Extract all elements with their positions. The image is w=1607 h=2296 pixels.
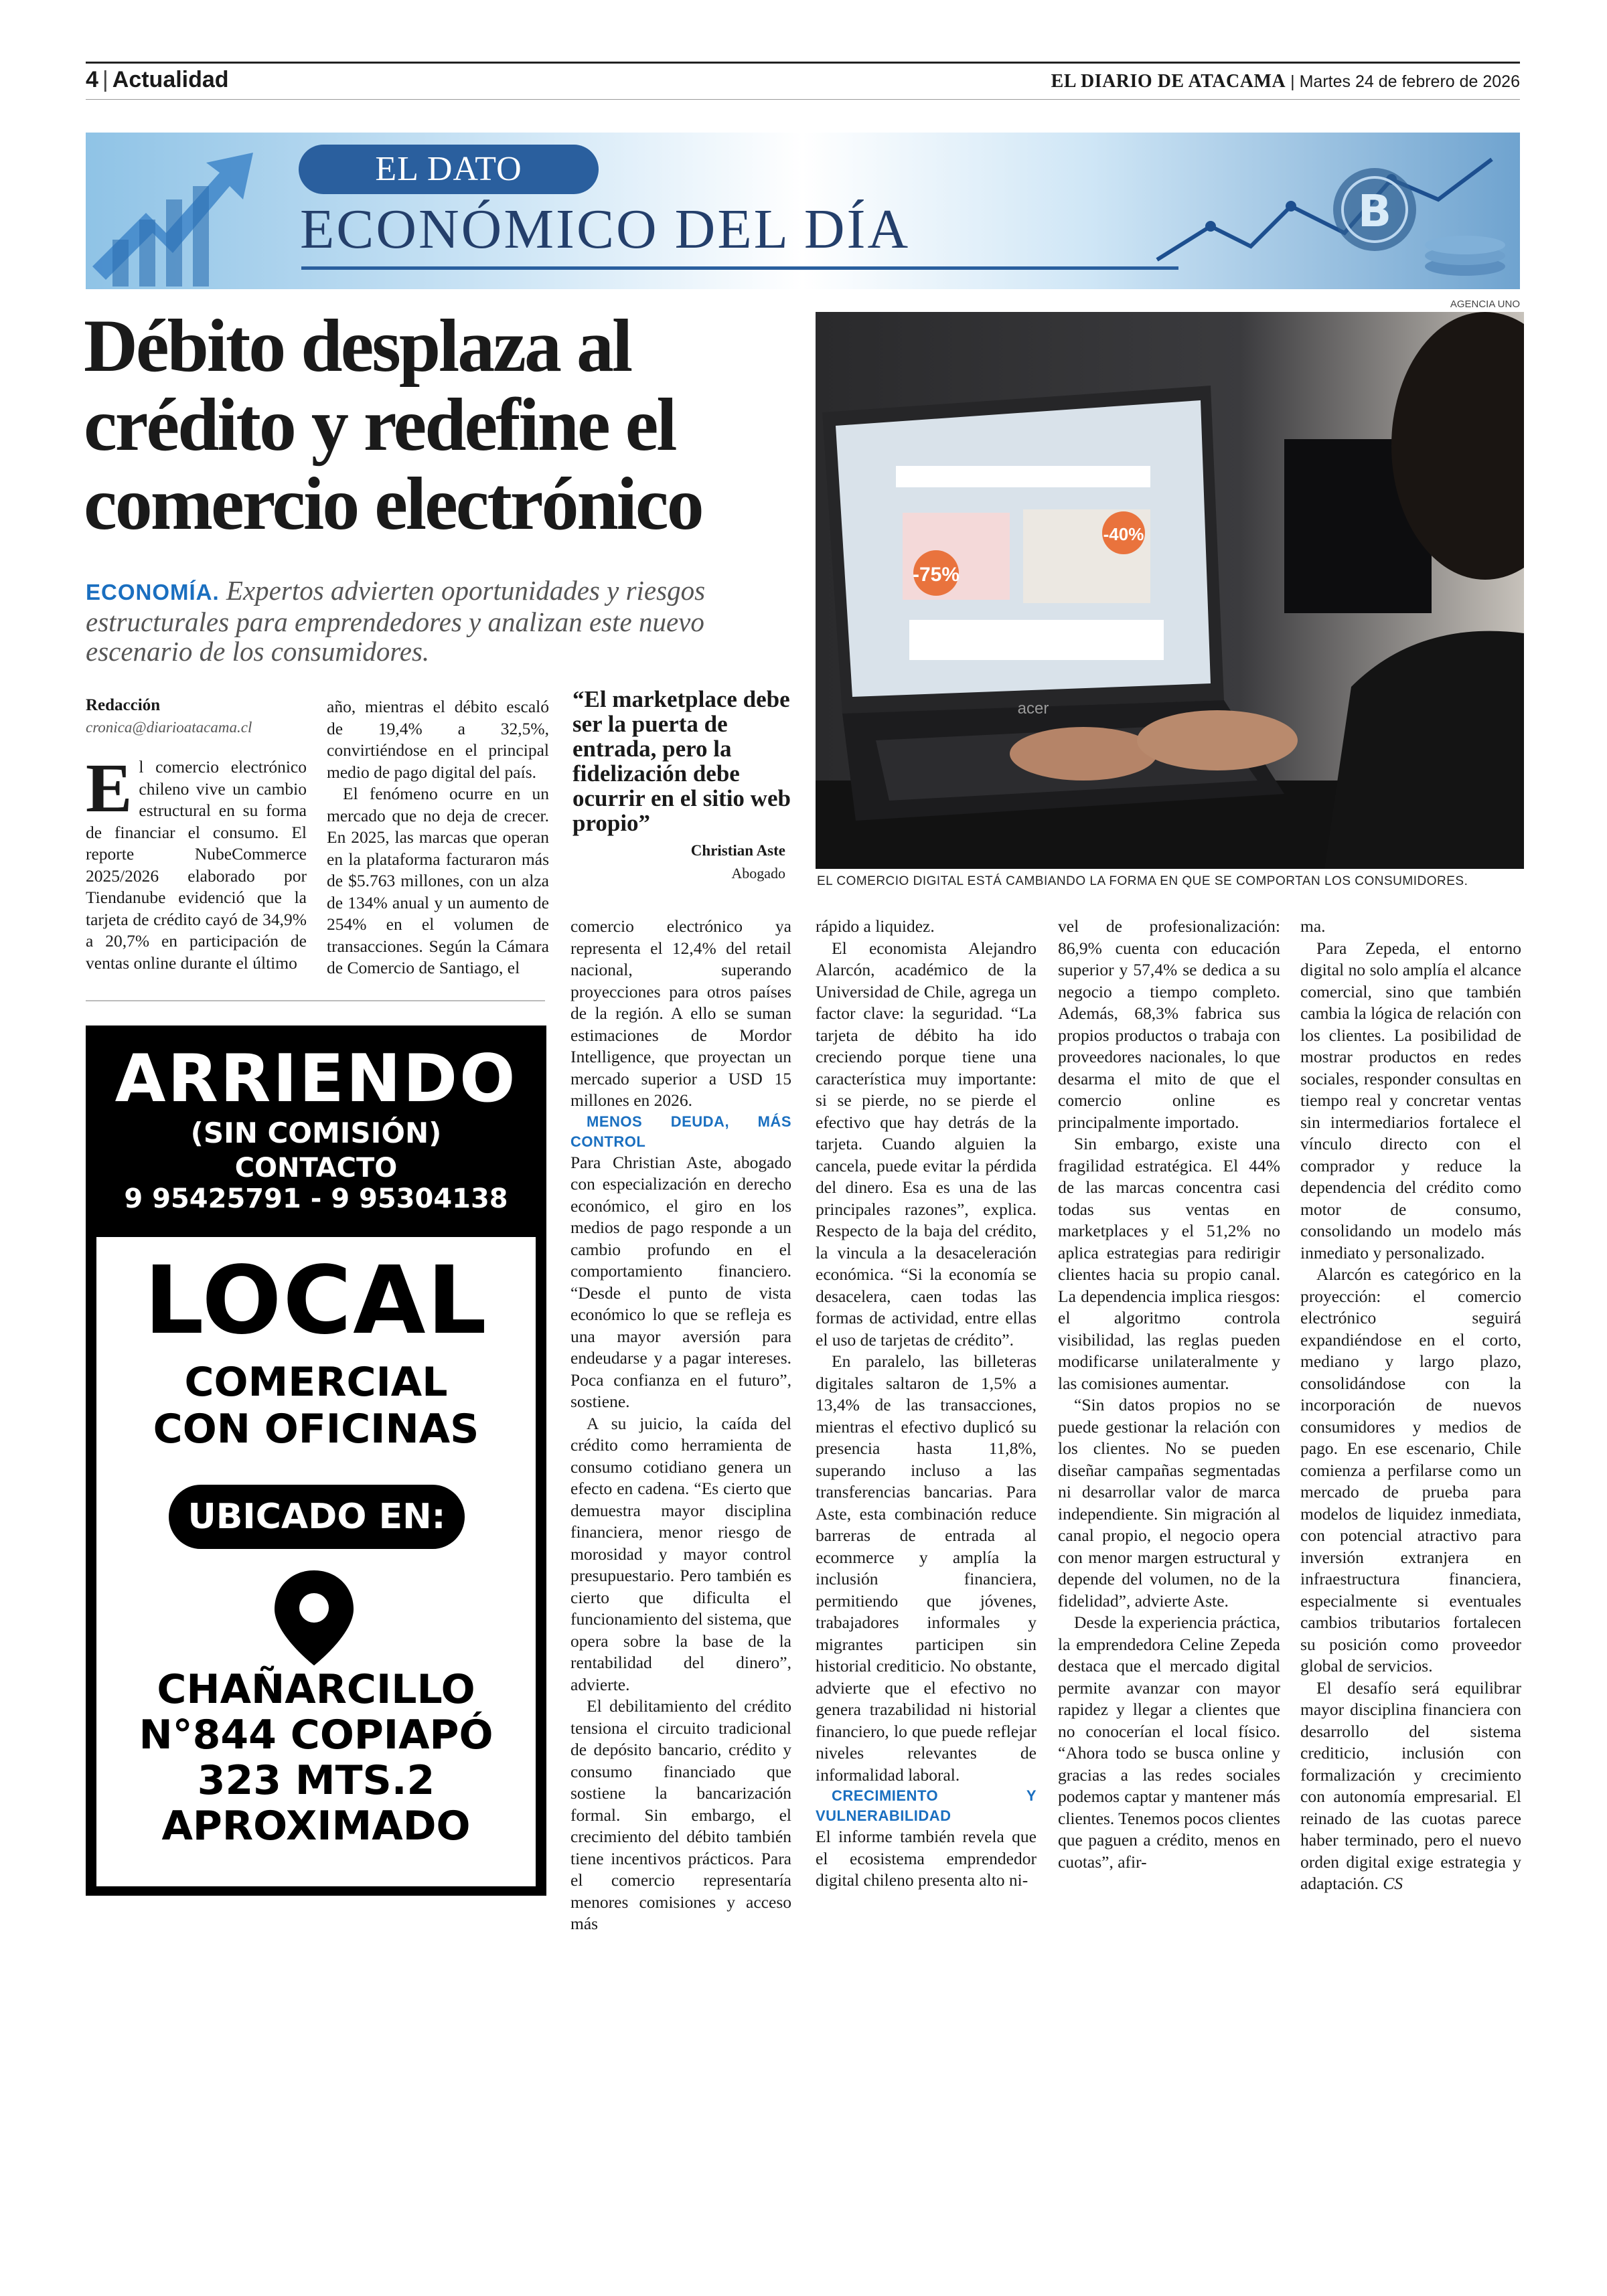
location-pin-icon (271, 1568, 358, 1682)
paragraph (86, 750, 307, 974)
section-divider (86, 1000, 545, 1001)
byline: Redacción (86, 696, 161, 714)
ad-size: 323 MTS.2 (197, 1757, 435, 1804)
article-kicker (86, 576, 795, 666)
sign-off-mark: CS (1383, 1874, 1403, 1893)
ad-address (86, 1667, 546, 1849)
screen-discount-2: -40% (1103, 524, 1144, 544)
page-number: 4 (86, 67, 98, 92)
kicker-text: Expertos advierten oportunidades y riesgos estructurales para emprendedores y analizan este nuevo escenario de los consumidores. (86, 575, 706, 667)
paragraph: Sin embargo, existe una fragilidad estratégica. El 44% de las marcas concentra casi todas sus ventas en marketplaces y el 51,2% no aplica estrategias para redirigir clientes hacia su propio canal. La dependencia implica riesgos: el algoritmo controla visibilidad, las reglas pueden modificarse unilateralmente y las comisiones aumentar. (1058, 1134, 1280, 1393)
masthead-info (1051, 71, 1520, 92)
subheading: CRECIMIENTO Y VULNERABILIDAD (816, 1787, 1037, 1824)
banner-label-pill: EL DATO (299, 145, 599, 194)
paragraph: El informe también revela que el ecosistema emprendedor digital chileno presenta alto ni- (816, 1827, 1037, 1890)
photo-illustration (816, 312, 1524, 869)
ad-address-street: CHAÑARCILLO (157, 1666, 475, 1713)
paragraph: comercio electrónico ya representa el 12,4% del retail nacional, superando proyecciones para otros países de la región. A ello se suman estimaciones de Mordor Intelligence, que proyectan un mercado superior a USD 15 millones en 2026. (570, 916, 791, 1110)
ad-title: ARRIENDO (114, 1041, 518, 1117)
paragraph: Para Christian Aste, abogado con especialización en derecho económico, el giro en los medios de pago responde a un cambio profundo en el comportamiento financiero. “Desde el punto de vista económico lo que se refleja es una mayor aversión para endeudarse y a pagar intereses. Poca confianza en el futuro”, sostiene. (570, 1152, 791, 1411)
paragraph: ma. (1300, 916, 1326, 936)
paragraph: año, mientras el débito escaló de 19,4% a 32,5%, convirtiéndose en el principal medio de pago digital del país. (327, 697, 549, 782)
paragraph: El debilitamiento del crédito tensiona el circuito tradicional de depósito bancario, crédito y consumo financiado que sostiene la bancarización formal. Sin embargo, el crecimiento del débito también tiene incentivos prácticos. Para el comercio representaría menores comisiones y acceso más (570, 1696, 791, 1933)
screen-discount-1: -75% (912, 564, 960, 586)
ad-contact-label: CONTACTO (234, 1153, 398, 1183)
header-top-rule (86, 62, 1520, 64)
paragraph-text: l comercio electrónico chileno vive un cambio estructural en su forma de financiar el consumo. El reporte NubeCommerce 2025/2026 elaborado por Tiendanube evidenció que la tarjeta de crédito cayó de 34,9% a 20,7% en participación de ventas online durante el último (86, 757, 307, 973)
paragraph (1300, 1677, 1521, 1895)
paragraph: rápido a liquidez. (816, 916, 935, 936)
ad-oficinas: CON OFICINAS (153, 1406, 479, 1453)
paragraph-text: El desafío será equilibrar mayor disciplina financiera con desarrollo del sistema crediticio, inclusión con formalización y crecimiento con autonomía empresarial. El reinado de las cuotas parece haber terminado, pero el nuevo orden digital exige estrategia y adaptación. (1300, 1677, 1521, 1893)
paragraph: El fenómeno ocurre en un mercado que no deja de crecer. En 2025, las marcas que operan en la plataforma facturaron más de $5.763 millones, con un alza de 134% anual y un aumento de 254% en el volumen de transacciones. Según la Cámara de Comercio de Santiago, el (327, 784, 549, 977)
ad-local: LOCAL (144, 1246, 488, 1356)
page-section-label (86, 67, 229, 93)
bitcoin-icon (1333, 168, 1416, 251)
article-column-6 (1300, 916, 1521, 1895)
article-column-5 (1058, 916, 1280, 1873)
banner-underline (301, 266, 1178, 270)
article-column-4 (816, 916, 1037, 1892)
newspaper-name: EL DIARIO DE ATACAMA (1051, 71, 1286, 92)
ad-approx: APROXIMADO (161, 1803, 471, 1850)
quote-role: Abogado (731, 865, 785, 882)
ad-comercial: COMERCIAL (184, 1359, 448, 1406)
paragraph: Para Zepeda, el entorno digital no solo amplía el alcance comercial, sino que también cambia la lógica de relación con los clientes. La posibilidad de mostrar productos en redes sociales, responder consultas en tiempo real y concretar ventas sin intermediarios fortalece el vínculo directo con el comprador y reduce la dependencia del crédito como motor de consumo, consolidando un modelo más inmediato y personalizado. (1300, 938, 1521, 1262)
paragraph: A su juicio, la caída del crédito como herramienta de consumo cotidiano genera un efecto en cadena. “Es cierto que demuestra mayor disciplina financiera, menor riesgo de morosidad y mayor control presupuestario. Pero también es cierto que dificulta el funcionamiento del sistema, que opera sobre la base de la rentabilidad del dinero”, advierte. (570, 1413, 791, 1694)
svg-text:B: B (1357, 185, 1392, 237)
article-column-3 (570, 916, 791, 1935)
subheading: MENOS DEUDA, MÁS CONTROL (570, 1113, 791, 1150)
header-separator-2: | (1290, 72, 1295, 91)
paragraph: El economista Alejandro Alarcón, académico de la Universidad de Chile, agrega un factor clave: la seguridad. “La tarjeta de débito ha ido creciendo porque tiene una característica muy importante: si se pierde, no se pierde el efectivo que hay detrás de la tarjeta. Cuando alguien la cancela, puede evitar la pérdida del dinero. Esa es una de las principales razones”, explica. Respecto de la baja del crédito, la vincula a la desaceleración económica. “Si la economía se desacelera, caen todas las formas de actividad, entre ellas el uso de tarjetas de crédito”. (816, 938, 1037, 1349)
paragraph: Alarcón es categórico en la proyección: el comercio electrónico seguirá expandiéndose en el corto, mediano y largo plazo, consolidándose con la incorporación de nuevos consumidores y medios de pago. En ese escenario, Chile comienza a perfilarse como un mercado de prueba para modelos de liquidez inmediata, con potencial atractivo para inversión extranjera en infraestructura financiera, especialmente si eventuales cambios tributarios fortalecen su posición como proveedor global de servicios. (1300, 1264, 1521, 1675)
paragraph: vel de profesionalización: 86,9% cuenta con educación superior y 57,4% se dedica a su negocio a tiempo completo. Además, 68,3% fabrica sus propios productos o trabaja con proveedores nacionales, lo que desarma el mito de que el comercio online es principalmente importado. (1058, 916, 1280, 1132)
header-bottom-rule (86, 99, 1520, 100)
ad-phone-numbers: 9 95425791 - 9 95304138 (124, 1183, 508, 1214)
article-photo (816, 312, 1524, 869)
ad-subtitle: (SIN COMISIÓN) (190, 1117, 442, 1149)
banner-title: ECONÓMICO DEL DÍA (300, 198, 911, 260)
quote-author: Christian Aste (690, 842, 785, 859)
arrow-icon (92, 153, 253, 286)
issue-date: Martes 24 de febrero de 2026 (1299, 72, 1520, 91)
ad-address-number: N°844 COPIAPÓ (139, 1712, 493, 1758)
section-name: Actualidad (112, 67, 229, 92)
laptop-brand: acer (1017, 700, 1049, 718)
pull-quote: “El marketplace debe ser la puerta de entrada, pero la fidelización debe ocurrir en el sitio web propio” (572, 686, 791, 836)
header-separator: | (102, 67, 108, 92)
paragraph: “Sin datos propios no se puede gestionar la relación con los clientes. No se pueden diseñar campañas segmentadas ni desarrollar valor de marca independiente. Sin migración al canal propio, el negocio opera con menor margen estructural y depende del volumen, no de la fidelidad”, advierte Aste. (1058, 1395, 1280, 1611)
article-column-1 (86, 750, 307, 974)
article-column-2 (327, 696, 549, 979)
author-email: cronica@diarioatacama.cl (86, 719, 252, 736)
photo-caption: EL COMERCIO DIGITAL ESTÁ CAMBIANDO LA FORMA EN QUE SE COMPORTAN LOS CONSUMIDORES. (817, 874, 1468, 888)
section-banner (86, 133, 1520, 289)
ad-location-pill: UBICADO EN: (169, 1485, 465, 1549)
article-headline: Débito desplaza al crédito y redefine el comercio electrónico (84, 305, 702, 546)
kicker-tag: ECONOMÍA. (86, 580, 220, 604)
photo-credit: AGENCIA UNO (1450, 299, 1520, 310)
drop-cap: E (86, 750, 133, 827)
paragraph: En paralelo, las billeteras digitales saltaron de 1,5% a 13,4% de las transacciones, mientras el efectivo duplicó su presencia hasta 11,8%, superando incluso a las transferencias bancarias. Para Aste, esta combinación reduce barreras de entrada al ecommerce y amplía la inclusión financiera, permitiendo que jóvenes, trabajadores informales y migrantes participen sin historial crediticio. No obstante, advierte que el efectivo no genera trazabilidad ni historial financiero, lo que puede reflejar niveles relevantes de informalidad laboral. (816, 1351, 1037, 1785)
coin-stack-icon (1425, 236, 1505, 276)
paragraph: Desde la experiencia práctica, la emprendedora Celine Zepeda destaca que el mercado digital permite avanzar con mayor rapidez y llegar a clientes que no conocerían el local físico. “Ahora todo se busca online y gracias a las redes sociales podemos captar y mantener más clientes. Tenemos pocos clientes que paguen a crédito, menos en cuotas”, afir- (1058, 1613, 1280, 1872)
